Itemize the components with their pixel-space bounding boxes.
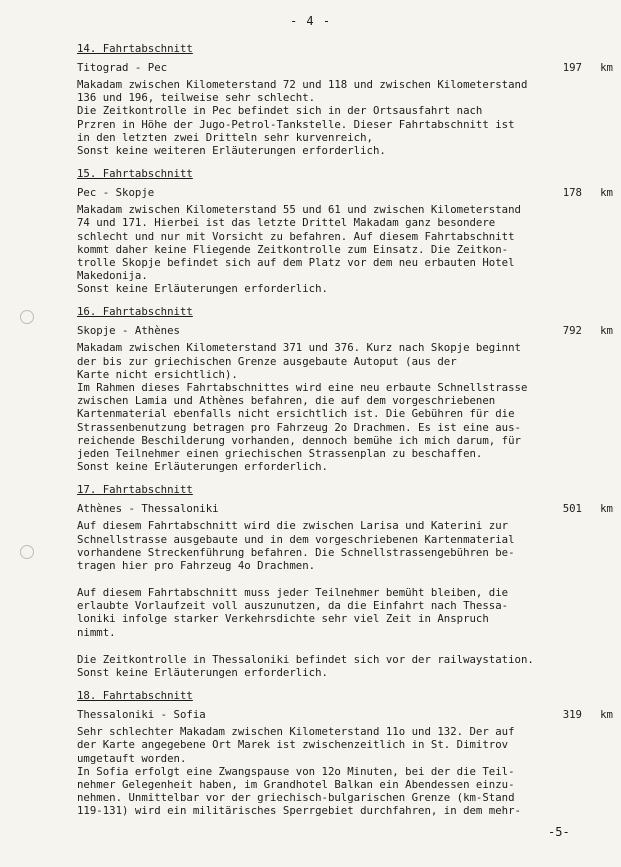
text-line: Schnellstrasse ausgebaute und in dem vorgeschriebenen Kartenmaterial (77, 532, 515, 546)
route-distance: 178 (562, 186, 582, 200)
route-line (77, 324, 613, 337)
text-line: 136 und 196, teilweise sehr schlecht. (77, 91, 316, 105)
text-line: zwischen Lamia und Athènes befahren, die auf dem vorgeschriebenen (77, 394, 496, 408)
section-title: 17. Fahrtabschnitt (77, 483, 193, 497)
text-line: 119-131) wird ein militärisches Sperrgebiet durchfahren, in dem mehr- (77, 804, 521, 818)
text-line: Die Zeitkontrolle in Thessaloniki befindet sich vor der railwaystation. (77, 652, 534, 666)
distance-unit: km (600, 324, 613, 338)
route-name: Thessaloniki - Sofia (77, 708, 206, 722)
text-line: nehmen. Unmittelbar vor der griechisch-bulgarischen Grenze (km-Stand (77, 791, 515, 805)
text-line: Przren in Höhe der Jugo-Petrol-Tankstelle. Dieser Fahrtabschnitt ist (77, 117, 515, 131)
route-section (77, 157, 613, 295)
text-line: Im Rahmen dieses Fahrtabschnittes wird eine neu erbaute Schnellstrasse (77, 381, 528, 394)
page-number: - 4 - (289, 14, 332, 28)
text-line: der Karte angegebene Ort Marek ist zwischenzeitlich in St. Dimitrov (77, 738, 509, 752)
text-line: erlaubte Vorlaufzeit voll auszunutzen, da die Einfahrt nach Thessa- (77, 599, 509, 613)
route-name: Pec - Skopje (77, 186, 155, 200)
text-line: Auf diesem Fahrtabschnitt muss jeder Teilnehmer bemüht bleiben, die (77, 586, 509, 600)
text-line: jeden Teilnehmer einen griechischen Strassenplan zu beschaffen. (77, 446, 483, 460)
text-line: reichende Beschilderung vorhanden, dennoch bemühe ich mich darum, für (77, 433, 521, 447)
text-line: loniki infolge starker Verkehrsdichte sehr viel Zeit in Anspruch (77, 612, 489, 626)
text-line: kommt daher keine Fliegende Zeitkontrolle zum Einsatz. Die Zeitkon- (77, 242, 509, 256)
text-line: Sonst keine Erläuterungen erforderlich. (77, 460, 328, 474)
text-line: Makadam zwischen Kilometerstand 371 und 376. Kurz nach Skopje beginnt (77, 341, 521, 355)
route-distance: 792 (562, 324, 582, 338)
route-line (77, 186, 613, 199)
route-name: Titograd - Pec (77, 61, 168, 74)
route-line (77, 61, 613, 74)
document-body (77, 40, 613, 818)
text-line: trolle Skopje befindet sich auf dem Platz vor dem neu erbauten Hotel (77, 255, 515, 269)
route-line (77, 502, 613, 515)
route-section (77, 295, 613, 473)
punch-hole-mark (20, 545, 34, 559)
text-line: Sonst keine weiteren Erläuterungen erforderlich. (77, 143, 386, 157)
section-paragraph (77, 519, 613, 572)
route-distance: 197 (562, 61, 582, 74)
text-line: Karte nicht ersichtlich). (77, 367, 238, 381)
text-line: umgetauft worden. (77, 751, 187, 765)
text-line: schlecht und nur mit Vorsicht zu befahren. Auf diesem Fahrtabschnitt (77, 229, 515, 243)
text-line: 74 und 171. Hierbei ist das letzte Drittel Makadam ganz besondere (77, 216, 496, 230)
distance-unit: km (600, 61, 613, 74)
section-paragraph (77, 203, 613, 295)
text-line: vorhandene Streckenführung befahren. Die Schnellstrassengebühren be- (77, 545, 515, 559)
section-paragraph (77, 341, 613, 473)
text-line: Sonst keine Erläuterungen erforderlich. (77, 666, 328, 679)
section-title: 16. Fahrtabschnitt (77, 305, 193, 319)
route-distance: 501 (562, 502, 582, 516)
text-line: Sonst keine Erläuterungen erforderlich. (77, 282, 328, 296)
route-section (77, 679, 613, 817)
text-line: in den letzten zwei Dritteln sehr kurvenreich, (77, 130, 373, 144)
section-paragraph (77, 725, 613, 817)
section-title: 15. Fahrtabschnitt (77, 167, 193, 181)
distance-unit: km (600, 186, 613, 200)
route-section (77, 42, 613, 157)
text-line: Auf diesem Fahrtabschnitt wird die zwischen Larisa und Katerini zur (77, 519, 509, 533)
next-page-number: -5- (548, 825, 570, 839)
section-paragraph (77, 586, 613, 639)
text-line: der bis zur griechischen Grenze ausgebaute Autoput (aus der (77, 354, 457, 368)
text-line: Die Zeitkontrolle in Pec befindet sich in der Ortsausfahrt nach (77, 104, 483, 118)
punch-hole-mark (20, 310, 34, 324)
text-line: Makadam zwischen Kilometerstand 55 und 61 und zwischen Kilometerstand (77, 203, 521, 217)
text-line: Makedonija. (77, 269, 148, 283)
text-line: Kartenmaterial ebenfalls nicht ersichtlich ist. Die Gebühren für die (77, 407, 515, 421)
text-line: Sehr schlechter Makadam zwischen Kilometerstand 11o und 132. Der auf (77, 725, 515, 739)
text-line: In Sofia erfolgt eine Zwangspause von 12o Minuten, bei der die Teil- (77, 764, 515, 778)
section-title: 14. Fahrtabschnitt (77, 42, 193, 55)
text-line: Strassenbenutzung betragen pro Fahrzeug 2o Drachmen. Es ist eine aus- (77, 420, 521, 434)
text-line: Makadam zwischen Kilometerstand 72 und 118 und zwischen Kilometerstand (77, 78, 528, 91)
text-line: nimmt. (77, 625, 116, 639)
route-name: Athènes - Thessaloniki (77, 502, 219, 516)
route-section (77, 473, 613, 679)
route-name: Skopje - Athènes (77, 324, 180, 338)
route-line (77, 708, 613, 721)
distance-unit: km (600, 502, 613, 516)
distance-unit: km (600, 708, 613, 722)
section-paragraph (77, 653, 613, 679)
section-title: 18. Fahrtabschnitt (77, 689, 193, 703)
route-distance: 319 (562, 708, 582, 722)
text-line: tragen hier pro Fahrzeug 4o Drachmen. (77, 558, 316, 572)
text-line: nehmer Gelegenheit haben, im Grandhotel Balkan ein Abendessen einzu- (77, 777, 515, 791)
section-paragraph (77, 78, 613, 157)
